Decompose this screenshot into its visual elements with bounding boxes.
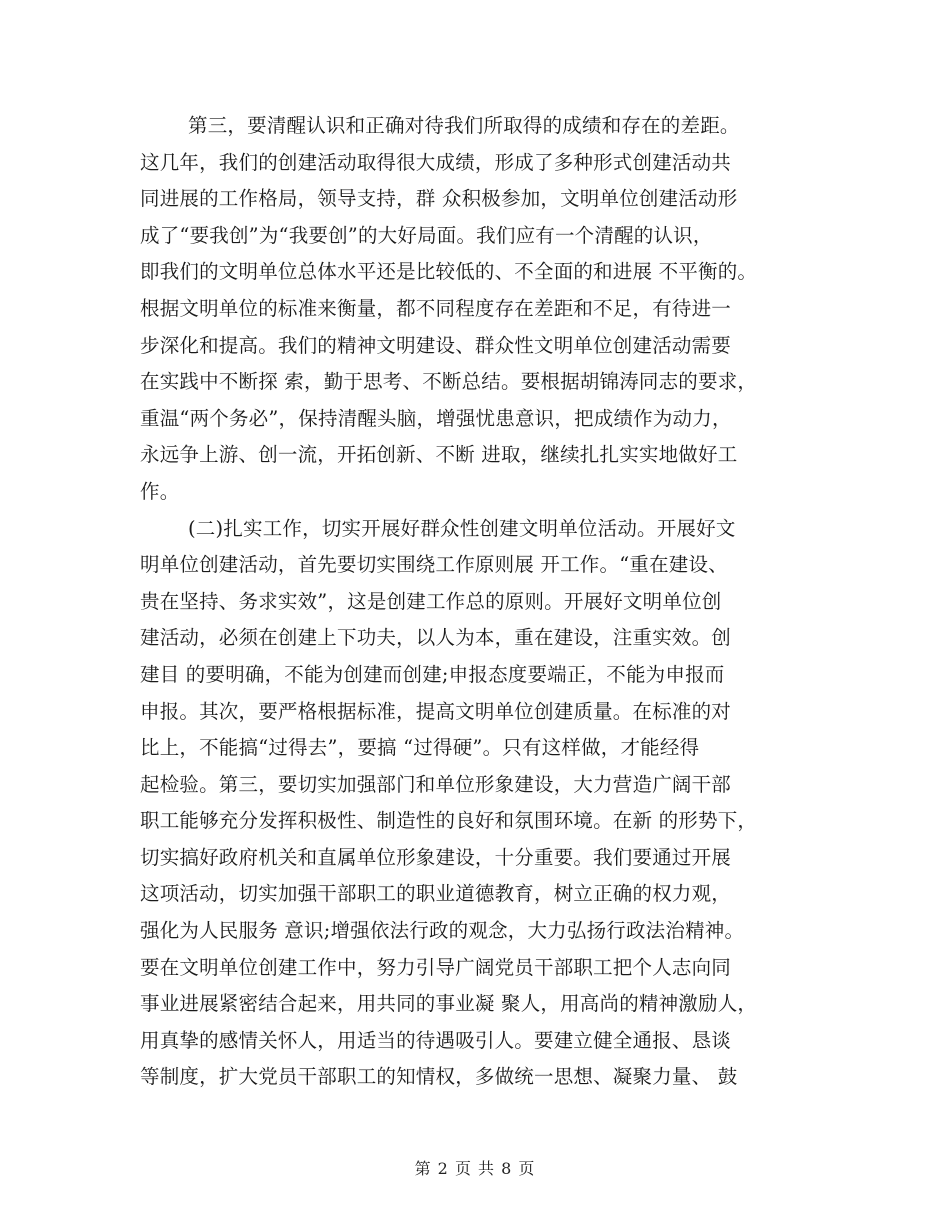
paragraph-1	[140, 108, 820, 511]
text-line: 建目 的要明确，不能为创建而创建;申报态度要端正，不能为申报而	[140, 662, 725, 686]
text-line: 这几年，我们的创建活动取得很大成绩，形成了多种形式创建活动共	[140, 150, 732, 174]
text-line: 成了“要我创”为“我要创”的大好局面。我们应有一个清醒的认识，	[140, 223, 713, 247]
text-line: 事业进展紧密结合起来，用共同的事业凝 聚人，用高尚的精神激励人，	[140, 992, 758, 1016]
text-line: 建活动，必须在创建上下功夫，以人为本，重在建设，注重实效。创	[140, 626, 732, 650]
text-line: 要在文明单位创建工作中，努力引导广阔党员干部职工把个人志向同	[140, 955, 732, 979]
text-line: 在实践中不断探 索，勤于思考、不断总结。要根据胡锦涛同志的要求，	[140, 370, 758, 394]
text-line: (二)扎实工作，切实开展好群众性创建文明单位活动。开展好文	[188, 516, 736, 540]
text-line: 即我们的文明单位总体水平还是比较低的、不全面的和进展 不平衡的。	[140, 260, 758, 284]
text-line: 申报。其次，要严格根据标准，提高文明单位创建质量。在标准的对	[140, 699, 732, 723]
text-line: 起检验。第三，要切实加强部门和单位形象建设，大力营造广阔干部	[140, 772, 732, 796]
text-line: 重温“两个务必”，保持清醒头脑，增强忧患意识，把成绩作为动力，	[140, 406, 732, 430]
document-body	[140, 108, 820, 1096]
text-line: 永远争上游、创一流，开拓创新、不断 进取，继续扎扎实实地做好工	[140, 443, 738, 467]
text-line: 职工能够充分发挥积极性、制造性的良好和氛围环境。在新 的形势下，	[140, 809, 758, 833]
text-line: 比上，不能搞“过得去”，要搞 “过得硬”。只有这样做，才能经得	[140, 736, 700, 760]
text-line: 等制度，扩大党员干部职工的知情权，多做统一思想、凝聚力量、 鼓	[140, 1065, 738, 1089]
text-line: 根据文明单位的标准来衡量，都不同程度存在差距和不足，有待进一	[140, 296, 732, 320]
text-line: 同进展的工作格局，领导支持，群 众积极参加，文明单位创建活动形	[140, 187, 738, 211]
text-line: 用真挚的感情关怀人，用适当的待遇吸引人。要建立健全通报、恳谈	[140, 1028, 732, 1052]
text-line: 步深化和提高。我们的精神文明建设、群众性文明单位创建活动需要	[140, 333, 732, 357]
text-line: 贵在坚持、务求实效”，这是创建工作总的原则。开展好文明单位创	[140, 589, 722, 613]
text-line: 第三，要清醒认识和正确对待我们所取得的成绩和存在的差距。	[188, 114, 740, 137]
page-number-footer: 第 2 页 共 8 页	[414, 1159, 536, 1178]
paragraph-2	[140, 511, 820, 1097]
text-line: 这项活动，切实加强干部职工的职业道德教育，树立正确的权力观，	[140, 882, 732, 906]
text-line: 作。	[140, 479, 180, 503]
text-line: 切实搞好政府机关和直属单位形象建设，十分重要。我们要通过开展	[140, 845, 732, 869]
text-line: 明单位创建活动，首先要切实围绕工作原则展 开工作。“重在建设、	[140, 553, 728, 577]
text-line: 强化为人民服务 意识;增强依法行政的观念，大力弘扬行政法治精神。	[140, 919, 745, 943]
